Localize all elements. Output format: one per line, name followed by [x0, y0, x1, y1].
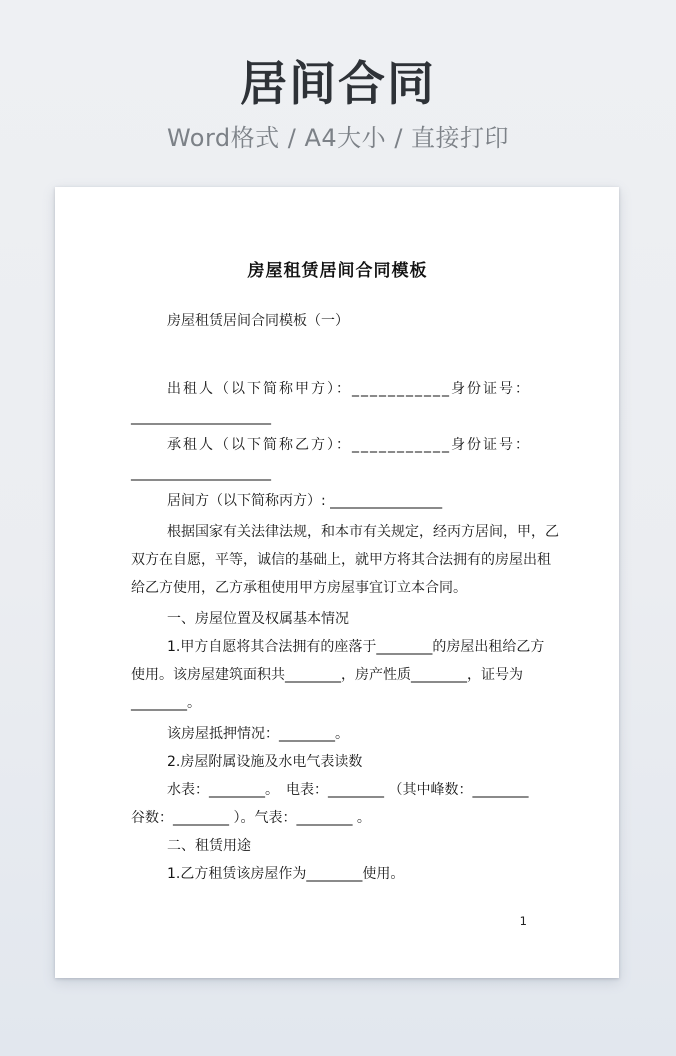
document-title: 房屋租赁居间合同模板	[247, 261, 428, 281]
page-number: 1	[519, 914, 527, 928]
page-subtitle: Word格式 / A4大小 / 直接打印	[166, 124, 510, 153]
doc-line: 一、房屋位置及权属基本情况	[167, 611, 349, 627]
header	[0, 0, 676, 153]
doc-line: 承租人（以下简称乙方）：___________身份证号：	[167, 437, 531, 453]
document-paper	[55, 187, 619, 978]
page-title: 居间合同	[240, 57, 436, 112]
doc-line: 出租人（以下简称甲方）：___________身份证号：	[167, 381, 531, 397]
doc-line: 居间方（以下简称丙方）: ________________	[167, 493, 443, 509]
doc-line: 根据国家有关法律法规，和本市有关规定，经丙方居间，甲，乙	[167, 524, 559, 540]
doc-line: ________。	[131, 695, 201, 711]
doc-line: 双方在自愿，平等，诚信的基础上，就甲方将其合法拥有的房屋出租	[131, 552, 551, 568]
doc-line: ____________________	[131, 409, 271, 425]
doc-line: 2.房屋附属设施及水电气表读数	[167, 754, 363, 770]
doc-line: 二、租赁用途	[167, 838, 251, 854]
doc-line: 给乙方使用，乙方承租使用甲方房屋事宜订立本合同。	[131, 580, 467, 596]
doc-line: 该房屋抵押情况：________。	[167, 726, 349, 742]
doc-line: ____________________	[131, 465, 271, 481]
doc-line: 房屋租赁居间合同模板（一）	[167, 313, 349, 329]
doc-line: 水表：________。 电表：________ （其中峰数：________	[167, 782, 529, 798]
doc-line: 1.乙方租赁该房屋作为________使用。	[167, 866, 405, 882]
doc-line: 使用。该房屋建筑面积共________，房产性质________，证号为	[131, 667, 523, 683]
doc-line: 谷数：________ ）。气表：________ 。	[131, 810, 371, 826]
doc-line: 1.甲方自愿将其合法拥有的座落于________的房屋出租给乙方	[167, 639, 545, 655]
